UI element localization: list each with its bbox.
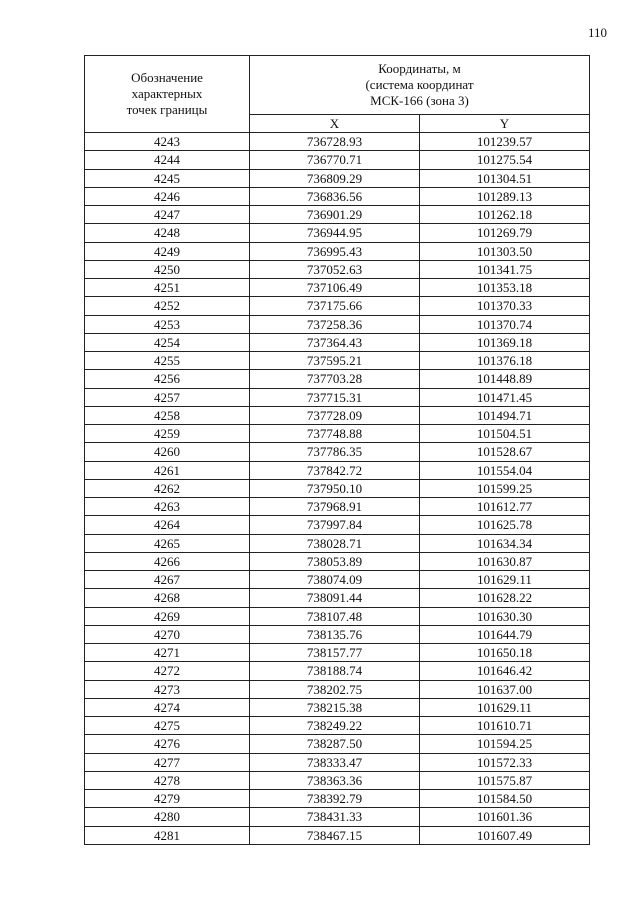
point-id-cell: 4243: [85, 133, 250, 151]
y-coordinate-cell: 101629.11: [420, 698, 590, 716]
point-id-cell: 4261: [85, 461, 250, 479]
point-id-cell: 4250: [85, 260, 250, 278]
x-coordinate-cell: 737842.72: [250, 461, 420, 479]
y-coordinate-cell: 101599.25: [420, 479, 590, 497]
point-id-cell: 4255: [85, 352, 250, 370]
point-id-cell: 4256: [85, 370, 250, 388]
x-coordinate-cell: 738028.71: [250, 534, 420, 552]
x-coordinate-cell: 738135.76: [250, 625, 420, 643]
x-coordinate-cell: 738392.79: [250, 790, 420, 808]
x-coordinate-cell: 736836.56: [250, 187, 420, 205]
point-id-cell: 4251: [85, 279, 250, 297]
y-coordinate-cell: 101601.36: [420, 808, 590, 826]
y-coordinate-cell: 101304.51: [420, 169, 590, 187]
table-row: [85, 625, 590, 643]
table-row: [85, 388, 590, 406]
x-coordinate-cell: 737052.63: [250, 260, 420, 278]
x-coordinate-cell: 737703.28: [250, 370, 420, 388]
table-row: [85, 498, 590, 516]
x-coordinate-cell: 737748.88: [250, 425, 420, 443]
y-coordinate-cell: 101634.34: [420, 534, 590, 552]
point-id-cell: 4273: [85, 680, 250, 698]
y-coordinate-cell: 101341.75: [420, 260, 590, 278]
point-id-cell: 4267: [85, 571, 250, 589]
point-id-cell: 4268: [85, 589, 250, 607]
point-column-header: [85, 56, 250, 133]
x-coordinate-cell: 736901.29: [250, 206, 420, 224]
point-id-cell: 4253: [85, 315, 250, 333]
point-id-cell: 4265: [85, 534, 250, 552]
x-coordinate-cell: 737997.84: [250, 516, 420, 534]
y-coordinate-cell: 101376.18: [420, 352, 590, 370]
coords-header-line: (система координат: [365, 77, 474, 92]
y-coordinate-cell: 101607.49: [420, 826, 590, 844]
table-row: [85, 260, 590, 278]
y-coordinate-cell: 101630.30: [420, 607, 590, 625]
x-coordinate-cell: 738467.15: [250, 826, 420, 844]
point-id-cell: 4263: [85, 498, 250, 516]
x-coordinate-cell: 738287.50: [250, 735, 420, 753]
header-row: [85, 56, 590, 115]
table-row: [85, 187, 590, 205]
x-coordinate-cell: 738074.09: [250, 571, 420, 589]
x-coordinate-cell: 737595.21: [250, 352, 420, 370]
table-header: [85, 56, 590, 133]
table-row: [85, 534, 590, 552]
table-row: [85, 826, 590, 844]
point-id-cell: 4266: [85, 552, 250, 570]
table-row: [85, 571, 590, 589]
y-coordinate-cell: 101471.45: [420, 388, 590, 406]
x-coordinate-cell: 738053.89: [250, 552, 420, 570]
y-coordinate-cell: 101239.57: [420, 133, 590, 151]
table-row: [85, 169, 590, 187]
y-coordinate-cell: 101269.79: [420, 224, 590, 242]
y-coordinate-cell: 101594.25: [420, 735, 590, 753]
table-body: [85, 133, 590, 845]
table-row: [85, 406, 590, 424]
point-id-cell: 4269: [85, 607, 250, 625]
y-coordinate-cell: 101370.74: [420, 315, 590, 333]
table-row: [85, 680, 590, 698]
table-row: [85, 552, 590, 570]
table-row: [85, 479, 590, 497]
point-id-cell: 4245: [85, 169, 250, 187]
table-row: [85, 352, 590, 370]
coords-header-line: Координаты, м: [378, 61, 461, 76]
table-row: [85, 790, 590, 808]
y-coordinate-cell: 101554.04: [420, 461, 590, 479]
point-id-cell: 4264: [85, 516, 250, 534]
point-id-cell: 4249: [85, 242, 250, 260]
x-coordinate-cell: 738431.33: [250, 808, 420, 826]
point-id-cell: 4260: [85, 443, 250, 461]
x-coordinate-cell: 736809.29: [250, 169, 420, 187]
point-id-cell: 4277: [85, 753, 250, 771]
y-coordinate-cell: 101650.18: [420, 644, 590, 662]
point-id-cell: 4275: [85, 717, 250, 735]
point-header-line: Обозначение: [131, 70, 203, 85]
x-coordinate-cell: 737968.91: [250, 498, 420, 516]
coordinates-table: [84, 55, 590, 845]
y-coordinate-cell: 101289.13: [420, 187, 590, 205]
x-column-header: X: [250, 115, 420, 133]
y-column-header: Y: [420, 115, 590, 133]
table-row: [85, 315, 590, 333]
table-row: [85, 370, 590, 388]
table-row: [85, 607, 590, 625]
coords-header-line: МСК-166 (зона 3): [370, 93, 469, 108]
x-coordinate-cell: 737715.31: [250, 388, 420, 406]
x-coordinate-cell: 738249.22: [250, 717, 420, 735]
point-id-cell: 4270: [85, 625, 250, 643]
table-row: [85, 662, 590, 680]
table-row: [85, 279, 590, 297]
table-row: [85, 443, 590, 461]
x-coordinate-cell: 738363.36: [250, 771, 420, 789]
point-id-cell: 4259: [85, 425, 250, 443]
y-coordinate-cell: 101575.87: [420, 771, 590, 789]
table-row: [85, 242, 590, 260]
y-coordinate-cell: 101353.18: [420, 279, 590, 297]
y-coordinate-cell: 101584.50: [420, 790, 590, 808]
y-coordinate-cell: 101528.67: [420, 443, 590, 461]
y-coordinate-cell: 101572.33: [420, 753, 590, 771]
table-row: [85, 808, 590, 826]
x-coordinate-cell: 737106.49: [250, 279, 420, 297]
y-coordinate-cell: 101646.42: [420, 662, 590, 680]
x-coordinate-cell: 737175.66: [250, 297, 420, 315]
table-row: [85, 206, 590, 224]
table-row: [85, 717, 590, 735]
x-coordinate-cell: 737728.09: [250, 406, 420, 424]
point-header-line: характерных: [131, 86, 203, 101]
table-row: [85, 516, 590, 534]
y-coordinate-cell: 101303.50: [420, 242, 590, 260]
x-coordinate-cell: 736728.93: [250, 133, 420, 151]
x-coordinate-cell: 738188.74: [250, 662, 420, 680]
point-id-cell: 4272: [85, 662, 250, 680]
point-id-cell: 4262: [85, 479, 250, 497]
y-coordinate-cell: 101612.77: [420, 498, 590, 516]
x-coordinate-cell: 738107.48: [250, 607, 420, 625]
x-coordinate-cell: 736995.43: [250, 242, 420, 260]
y-coordinate-cell: 101637.00: [420, 680, 590, 698]
x-coordinate-cell: 736770.71: [250, 151, 420, 169]
y-coordinate-cell: 101275.54: [420, 151, 590, 169]
x-coordinate-cell: 738091.44: [250, 589, 420, 607]
table-row: [85, 333, 590, 351]
table-row: [85, 224, 590, 242]
table-row: [85, 151, 590, 169]
x-coordinate-cell: 738157.77: [250, 644, 420, 662]
point-id-cell: 4254: [85, 333, 250, 351]
point-id-cell: 4278: [85, 771, 250, 789]
page-number: 110: [587, 25, 607, 40]
point-header-line: точек границы: [126, 102, 208, 117]
point-id-cell: 4281: [85, 826, 250, 844]
table-row: [85, 644, 590, 662]
point-id-cell: 4279: [85, 790, 250, 808]
table-row: [85, 589, 590, 607]
y-coordinate-cell: 101494.71: [420, 406, 590, 424]
y-coordinate-cell: 101262.18: [420, 206, 590, 224]
y-coordinate-cell: 101370.33: [420, 297, 590, 315]
table-row: [85, 698, 590, 716]
table-row: [85, 753, 590, 771]
x-coordinate-cell: 738202.75: [250, 680, 420, 698]
x-coordinate-cell: 738215.38: [250, 698, 420, 716]
y-coordinate-cell: 101644.79: [420, 625, 590, 643]
x-coordinate-cell: 737950.10: [250, 479, 420, 497]
point-id-cell: 4252: [85, 297, 250, 315]
y-coordinate-cell: 101630.87: [420, 552, 590, 570]
x-coordinate-cell: 738333.47: [250, 753, 420, 771]
point-id-cell: 4244: [85, 151, 250, 169]
point-id-cell: 4271: [85, 644, 250, 662]
table-row: [85, 461, 590, 479]
table-row: [85, 735, 590, 753]
table-row: [85, 133, 590, 151]
x-coordinate-cell: 737258.36: [250, 315, 420, 333]
point-id-cell: 4258: [85, 406, 250, 424]
point-id-cell: 4257: [85, 388, 250, 406]
point-id-cell: 4247: [85, 206, 250, 224]
x-coordinate-cell: 737364.43: [250, 333, 420, 351]
point-id-cell: 4248: [85, 224, 250, 242]
point-id-cell: 4246: [85, 187, 250, 205]
y-coordinate-cell: 101625.78: [420, 516, 590, 534]
table-row: [85, 771, 590, 789]
point-id-cell: 4276: [85, 735, 250, 753]
y-coordinate-cell: 101448.89: [420, 370, 590, 388]
table-row: [85, 425, 590, 443]
point-id-cell: 4274: [85, 698, 250, 716]
y-coordinate-cell: 101610.71: [420, 717, 590, 735]
coords-column-header: [250, 56, 590, 115]
y-coordinate-cell: 101628.22: [420, 589, 590, 607]
point-id-cell: 4280: [85, 808, 250, 826]
y-coordinate-cell: 101504.51: [420, 425, 590, 443]
x-coordinate-cell: 737786.35: [250, 443, 420, 461]
y-coordinate-cell: 101369.18: [420, 333, 590, 351]
y-coordinate-cell: 101629.11: [420, 571, 590, 589]
table-row: [85, 297, 590, 315]
x-coordinate-cell: 736944.95: [250, 224, 420, 242]
